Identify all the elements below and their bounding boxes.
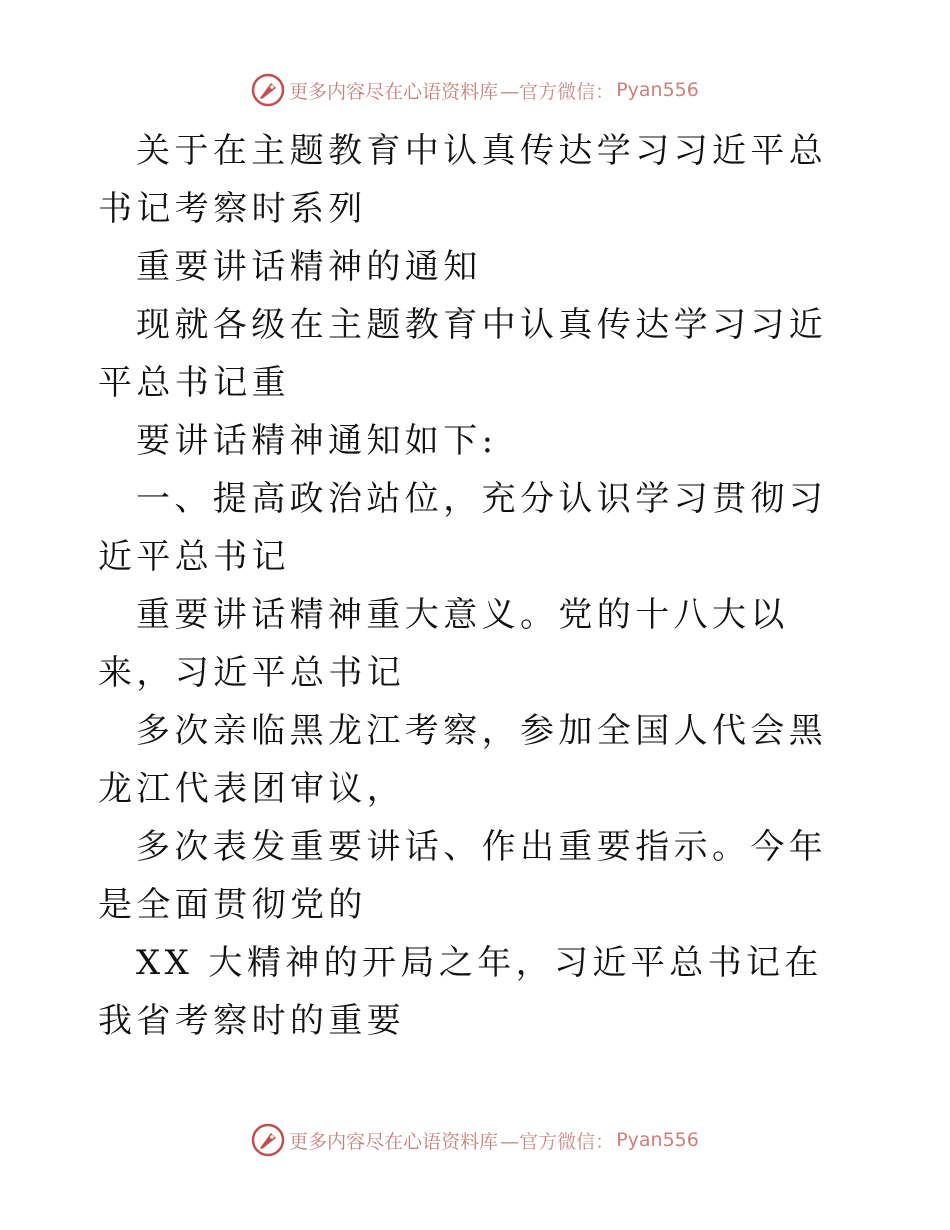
watermark-footer [0, 1120, 950, 1160]
paragraph-3: 现就各级在主题教育中认真传达学习习近平总书记重 [98, 305, 828, 403]
watermark-separator: —官方微信： [500, 1130, 615, 1153]
paragraph-5: 一、提高政治站位，充分认识学习贯彻习近平总书记 [98, 479, 828, 577]
watermark-header [0, 70, 950, 110]
paragraph-8: 多次表发重要讲话、作出重要指示。今年是全面贯彻党的 [98, 827, 828, 925]
watermark-account: Pyan556 [616, 79, 699, 101]
paragraph-2: 重要讲话精神的通知 [136, 247, 482, 287]
watermark-account: Pyan556 [616, 1129, 699, 1151]
paragraph-9: XX 大精神的开局之年，习近平总书记在我省考察时的重要 [98, 943, 823, 1041]
paragraph-1: 关于在主题教育中认真传达学习习近平总书记考察时系列 [98, 131, 828, 229]
paragraph-7: 多次亲临黑龙江考察，参加全国人代会黑龙江代表团审议， [98, 711, 828, 809]
pen-nib-logo-icon [251, 1123, 285, 1157]
pen-nib-logo-icon [251, 73, 285, 107]
paragraph-6: 重要讲话精神重大意义。党的十八大以来，习近平总书记 [98, 595, 789, 693]
watermark-text: 更多内容尽在心语资料库 [289, 1130, 499, 1153]
watermark-text: 更多内容尽在心语资料库 [289, 80, 499, 103]
watermark-separator: —官方微信： [500, 80, 615, 103]
document-body [98, 122, 858, 1050]
paragraph-4: 要讲话精神通知如下: [136, 421, 498, 461]
